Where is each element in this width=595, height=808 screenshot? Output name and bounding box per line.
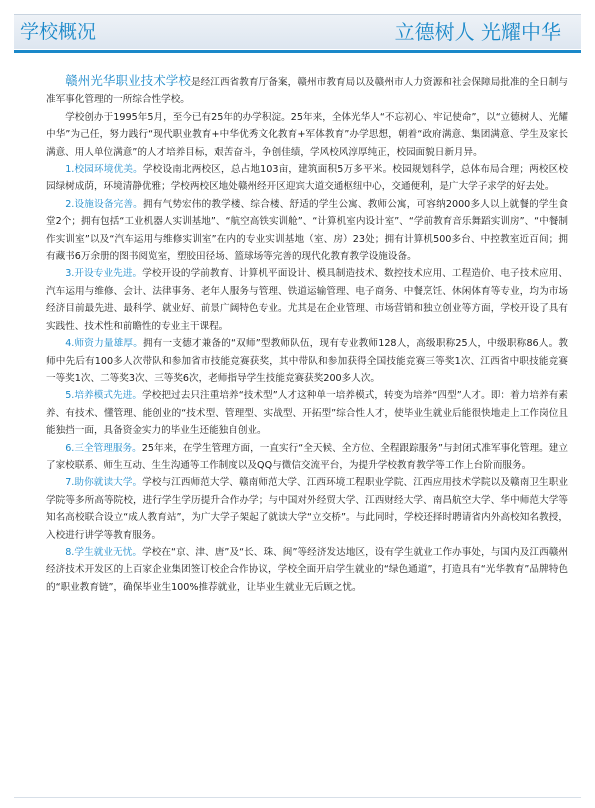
section-title: 学校概况 (20, 21, 97, 43)
section-lead: 8.学生就业无忧。 (65, 546, 143, 558)
section-paragraph (46, 387, 568, 439)
section-text: 学校设南北两校区，总占地103亩，建筑面积5万多平米。校园规划科学，总体布局合理；两校区校园绿树成荫，环境清静优雅；学校两校区地处赣州经开区迎宾大道交通枢纽中心，交通便利，是广大学子求学的好去处。 (46, 164, 569, 193)
article-body (46, 72, 568, 596)
intro-text: 是经江西省教育厅备案，赣州市教育局以及赣州市人力资源和社会保障局批准的全日制与准军事化管理的一所综合性学校。 (46, 77, 568, 106)
intro-paragraph (46, 72, 568, 109)
section-lead: 4.师资力量雄厚。 (65, 338, 143, 350)
section-lead: 6.三全管理服务。 (65, 442, 142, 454)
section-lead: 5.培养模式先进。 (65, 390, 143, 402)
history-paragraph: 学校创办于1995年5月，至今已有25年的办学积淀。25年来，全体光华人“不忘初心、牢记使命”，以“立德树人、光耀中华”为己任，努力践行“现代职业教育+中华优秀文化教育+军体教育”办学思想，朝着“政府满意、集团满意、学生及家长满意、用人单位满意”的人才培养目标，艰苦奋斗，争创佳绩，学风校风淳厚纯正，校园面貌日新月异。 (46, 111, 568, 158)
section-paragraph (46, 196, 568, 266)
section-paragraph (46, 474, 568, 544)
section-lead: 1.校园环境优美。 (65, 164, 143, 176)
section-paragraph (46, 161, 568, 196)
section-paragraph (46, 544, 568, 596)
section-lead: 2.设施设备完善。 (65, 198, 143, 210)
page-header (14, 14, 581, 49)
section-paragraph (46, 335, 568, 387)
section-text: 学校开设的学前教育、计算机平面设计、模具制造技术、数控技术应用、工程造价、电子技术应用、汽车运用与维修、会计、法律事务、老年人服务与管理、铁道运输管理、电子商务、中餐烹饪、休闲体育等专业，均为市场经济目前最先进、最科学、就业好、前景广阔特色专业。尤其是在企业管理、市场营销和独立创业等方面，学校开设了具有实践性、技术性和前瞻性的专业主干课程。 (46, 268, 568, 332)
section-text: 拥有一支德才兼备的“双师”型教师队伍，现有专业教师128人，高级职称25人，中级职称86人。教师中先后有100多人次带队和参加省市技能竞赛获奖，其中带队和参加获得全国技能竞赛三等奖1次、江西省中职技能竞赛一等奖1次、二等奖3次、三等奖6次，老师指导学生技能竞赛获奖200多人次。 (46, 338, 568, 384)
section-lead: 7.助你就读大学。 (65, 477, 143, 489)
section-text: 拥有气势宏伟的教学楼、综合楼、舒适的学生公寓、教师公寓，可容纳2000多人以上就餐的学生食堂2个；拥有包括“工业机器人实训基地”、“航空高铁实训舱”、“计算机室内设计室”、“学前教育音乐舞蹈实训房”、“中餐制作实训室”以及“汽车运用与维修实训室”在内的专业实训基地（室、房）23处；拥有计算机500多台、中控教室近百间；拥有藏书6万余册的图书阅览室，塑胶田径场、篮球场等完善的现代化教育教学设施设备。 (46, 198, 569, 263)
section-text: 25年来，在学生管理方面，一直实行“全天候、全方位、全程跟踪服务”与封闭式准军事化管理。建立了家校联系、师生互动、生生沟通等工作制度以及QQ与微信交流平台，为提升学校教育教学等工作上台阶而服务。 (46, 442, 568, 471)
header-underline (14, 50, 581, 53)
section-text: 学校在“京、津、唐”及“长、珠、闽”等经济发达地区，设有学生就业工作办事处，与国内及江西赣州经济技术开发区的上百家企业集团签订校企合作协议，学校全面开启学生就业的“绿色通道”，打造具有“光华教育”品牌特色的“职业教育链”，确保毕业生100%推荐就业，让毕业生就业无后顾之忧。 (46, 546, 568, 593)
section-paragraph (46, 440, 568, 475)
footer-divider (14, 797, 581, 798)
section-paragraph (46, 265, 568, 335)
section-lead: 3.开设专业先进。 (65, 268, 143, 280)
section-text: 学校与江西师范大学、赣南师范大学、江西环境工程职业学院、江西应用技术学院以及赣南卫生职业学院等多所高等院校，进行学生学历提升合作办学；与中国对外经贸大学、江西财经大学、南昌航空大学、华中师范大学等知名高校联合设立“成人教育站”，为广大学子架起了就读大学“立交桥”。与此同时，学校还择时聘请省内外高校知名教授，入校进行讲学等教育服务。 (46, 477, 568, 541)
school-name: 赣州光华职业技术学校 (65, 73, 191, 88)
section-text: 学校把过去只注重培养“技术型”人才这种单一培养模式，转变为培养“四型”人才。即：着力培养有素养、有技术、懂管理、能创业的“技术型、管理型、实战型、开拓型”综合性人才，使毕业生就业后能很快地走上工作岗位且能独挡一面，具备资金实力的毕业生还能独自创业。 (46, 390, 568, 437)
header-slogan: 立德树人 光耀中华 (394, 20, 561, 44)
